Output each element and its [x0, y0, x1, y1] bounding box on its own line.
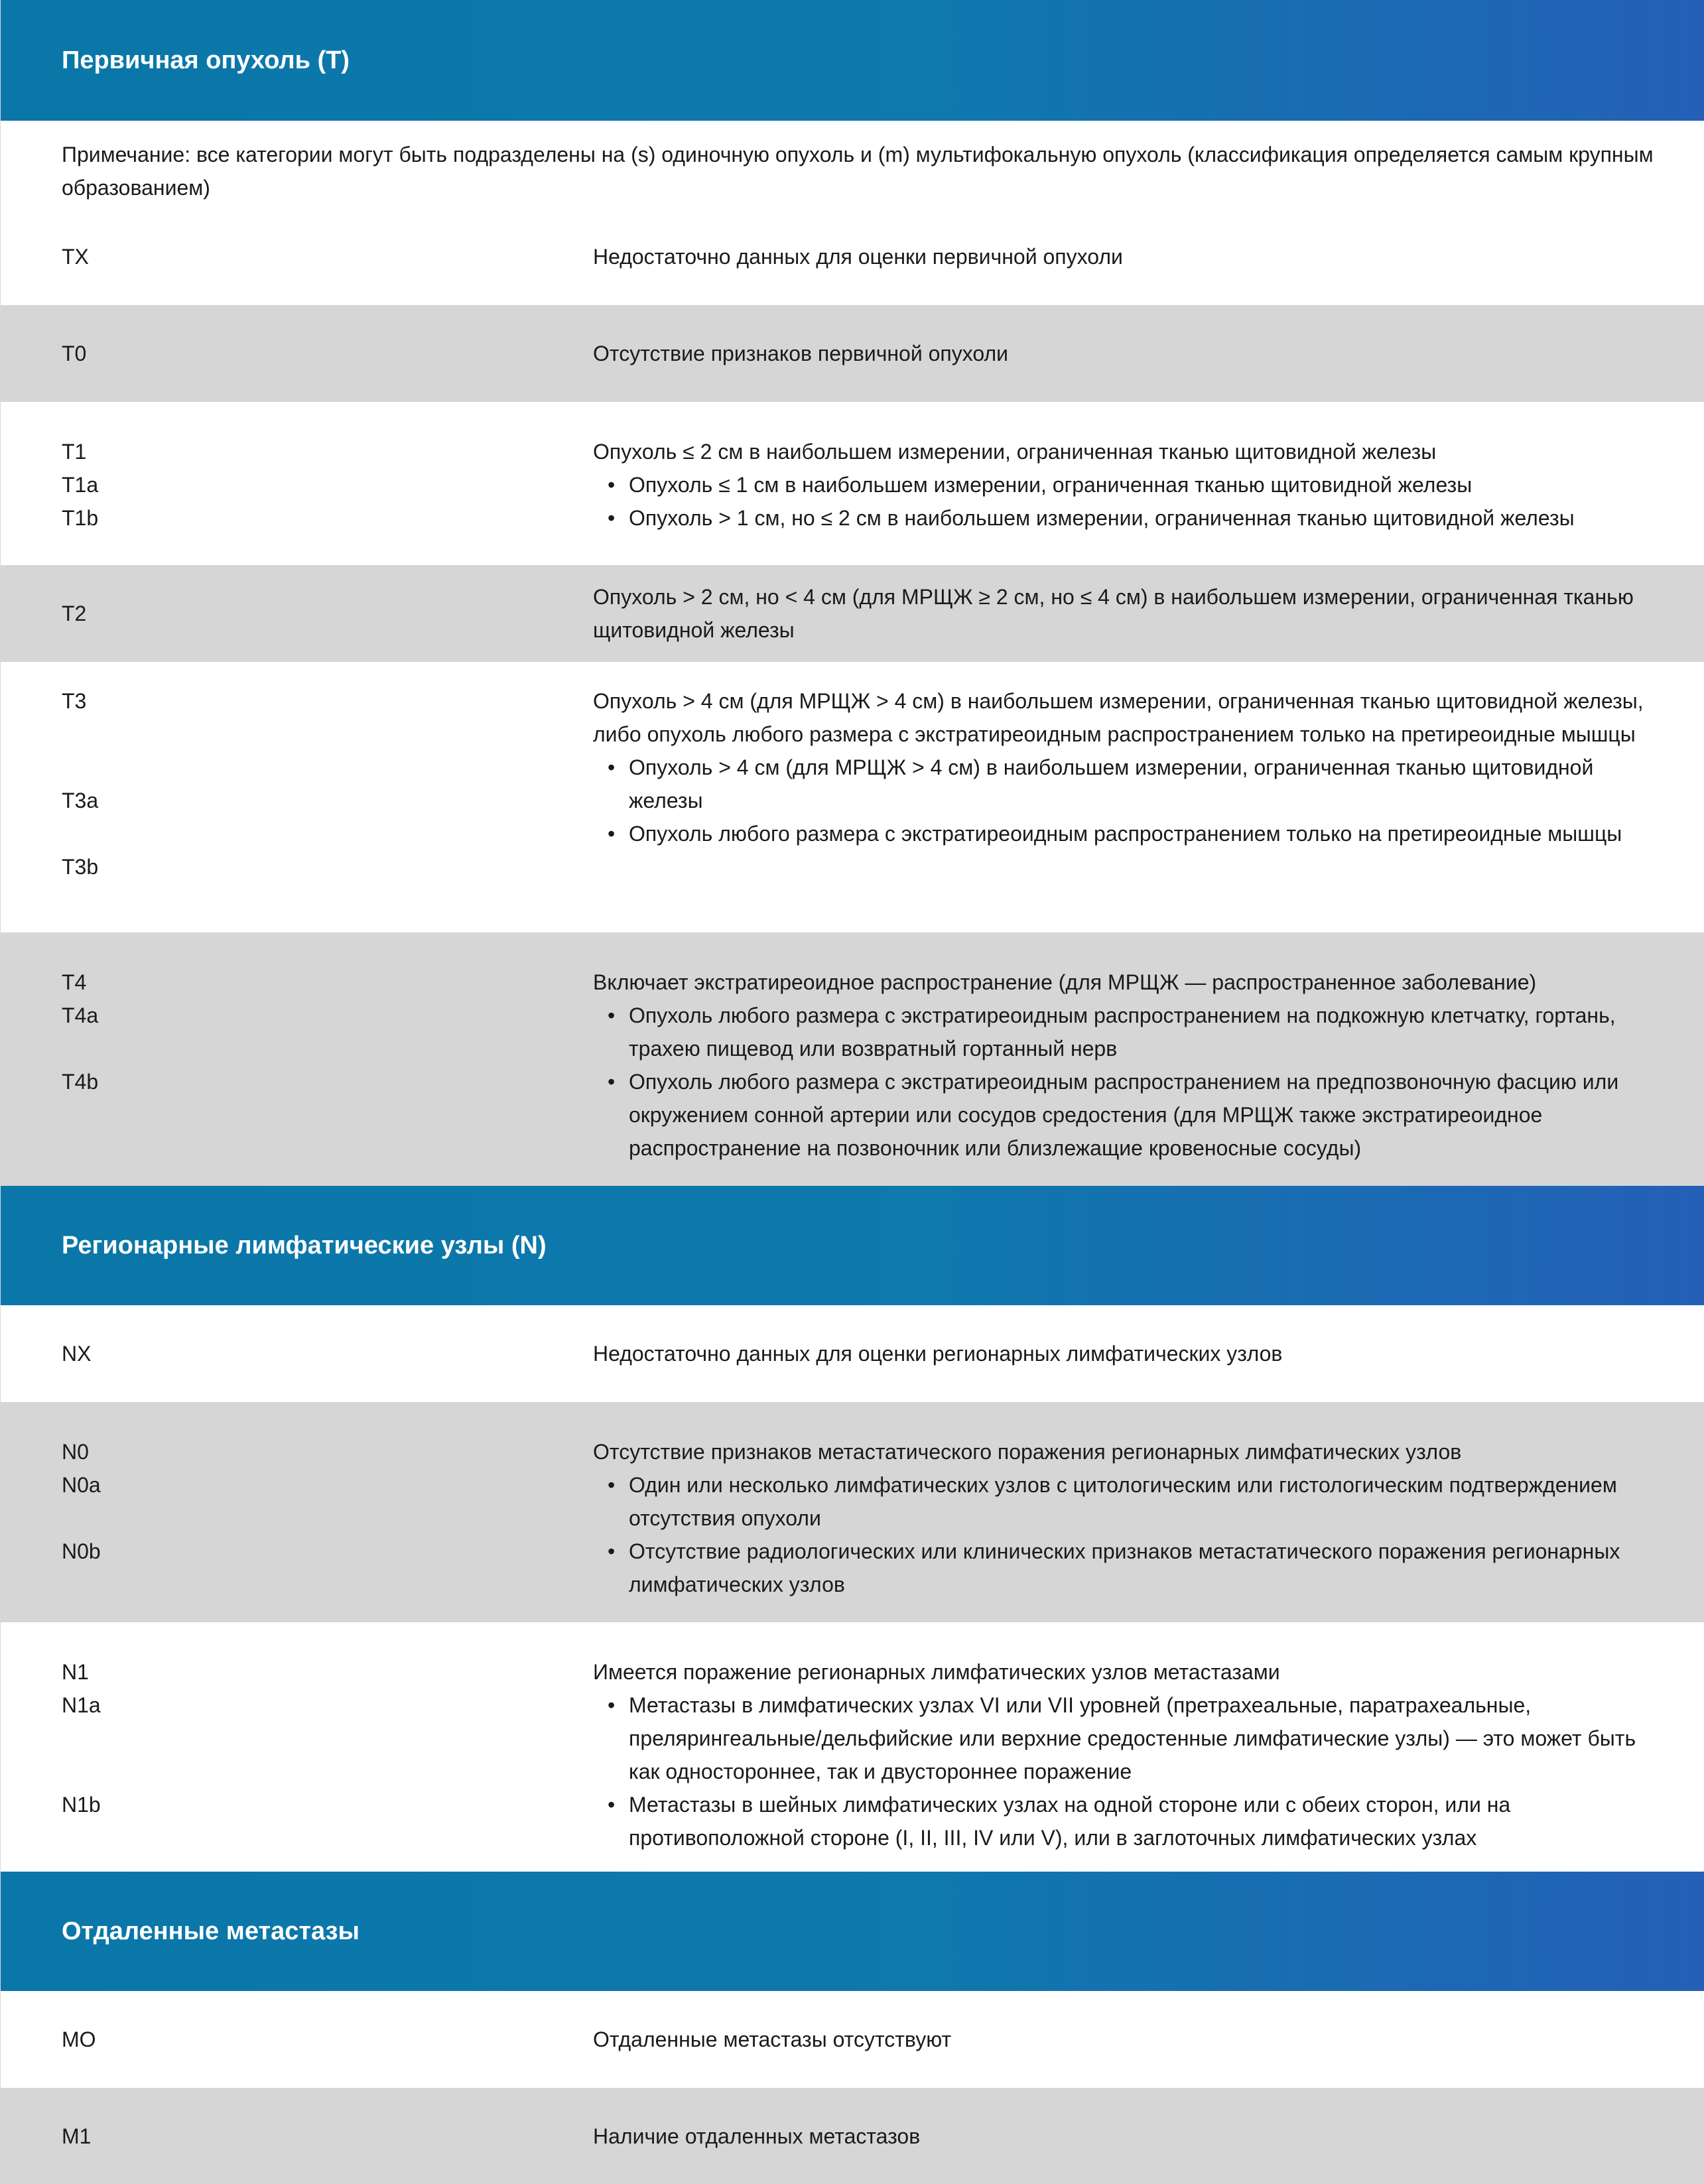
code-label: N0a — [62, 1473, 101, 1497]
code-label: MO — [62, 2027, 96, 2051]
code-label: T4 — [62, 970, 87, 994]
table-row-n1 — [1, 1622, 1704, 1870]
description-text: Опухоль > 2 см, но < 4 см (для МРЩЖ ≥ 2 см, но ≤ 4 см) в наибольшем измерении, ограниченная тканью щитовидной железы — [593, 585, 1634, 642]
list-item: • Опухоль > 4 см (для МРЩЖ > 4 см) в наибольшем измерении, ограниченная тканью щитовидной железы — [629, 751, 1654, 817]
table-row-nx — [1, 1305, 1704, 1402]
code-label: T1a — [62, 473, 99, 497]
list-item: • Отсутствие радиологических или клинических признаков метастатического поражения регионарных лимфатических узлов — [629, 1535, 1654, 1601]
description-text: Отдаленные метастазы отсутствуют — [593, 2027, 952, 2051]
bullet-list — [593, 1689, 1654, 1854]
code-label: T1 — [62, 440, 87, 464]
code-label: N0 — [62, 1440, 89, 1464]
section-header-distant-metastases — [1, 1872, 1704, 1991]
code-label: T4a — [62, 1003, 99, 1027]
description-text: Отсутствие признаков первичной опухоли — [593, 342, 1008, 365]
description-text: Наличие отдаленных метастазов — [593, 2124, 921, 2148]
list-item: • Опухоль любого размера с экстратиреоидным распространением на предпозвоночную фасцию или окружением сонной артерии или сосудов средостения (для МРЩЖ также экстратиреоидное распространение на позвоночник или близлежащие кровеносные сосуды) — [629, 1065, 1654, 1165]
code-label: T1b — [62, 506, 99, 530]
code-label: T3b — [62, 855, 99, 879]
code-label: N1 — [62, 1660, 89, 1684]
description-column — [593, 684, 1654, 850]
description-text: Имеется поражение регионарных лимфатических узлов метастазами — [593, 1660, 1280, 1684]
code-label: N1a — [62, 1693, 101, 1717]
description-text: Опухоль ≤ 2 см в наибольшем измерении, ограниченная тканью щитовидной железы — [593, 440, 1437, 464]
code-label: N1b — [62, 1793, 101, 1817]
code-label: M1 — [62, 2124, 92, 2148]
code-column — [62, 966, 526, 1098]
table-row-m1 — [1, 2088, 1704, 2184]
section-header-lymph-nodes — [1, 1186, 1704, 1305]
code-label: T3a — [62, 789, 99, 812]
description-column — [593, 1655, 1654, 1854]
table-row-t0 — [1, 305, 1704, 402]
code-column — [62, 1655, 526, 1821]
table-row-t1 — [1, 402, 1704, 565]
table-row-t3 — [1, 662, 1704, 932]
description-text: Опухоль > 4 см (для МРЩЖ > 4 см) в наибольшем измерении, ограниченная тканью щитовидной железы, либо опухоль любого размера с экстратиреоидным распространением только на претиреоидные мышцы — [593, 689, 1644, 746]
code-label: T2 — [62, 602, 87, 625]
section-header-primary-tumor — [1, 0, 1704, 121]
section-title: Регионарные лимфатические узлы (N) — [62, 1231, 547, 1259]
table-row-t4 — [1, 932, 1704, 1186]
list-item: • Метастазы в шейных лимфатических узлах на одной стороне или с обеих сторон, или на противоположной стороне (I, II, III, IV или V), или в заглоточных лимфатических узлах — [629, 1788, 1654, 1854]
list-item: • Опухоль > 1 см, но ≤ 2 см в наибольшем измерении, ограниченная тканью щитовидной железы — [629, 501, 1654, 535]
table-row-m0 — [1, 1991, 1704, 2088]
list-item: • Опухоль ≤ 1 см в наибольшем измерении, ограниченная тканью щитовидной железы — [629, 468, 1654, 501]
description-column — [593, 1435, 1654, 1601]
code-label: TX — [62, 245, 89, 269]
code-label: T0 — [62, 342, 87, 365]
section-title: Первичная опухоль (T) — [62, 46, 350, 74]
table-row-tx — [1, 121, 1704, 305]
description-column — [593, 966, 1654, 1165]
list-item: • Опухоль любого размера с экстратиреоидным распространением только на претиреоидные мышцы — [629, 817, 1654, 850]
bullet-list — [593, 1468, 1654, 1601]
bullet-list — [593, 468, 1654, 535]
bullet-list — [593, 751, 1654, 850]
description-text: Недостаточно данных для оценки первичной опухоли — [593, 245, 1123, 269]
description-text: Недостаточно данных для оценки регионарных лимфатических узлов — [593, 1342, 1283, 1366]
code-column — [62, 435, 526, 535]
bullet-list — [593, 999, 1654, 1165]
table-row-n0 — [1, 1402, 1704, 1622]
description-text: Отсутствие признаков метастатического поражения регионарных лимфатических узлов — [593, 1440, 1462, 1464]
note-text: Примечание: все категории могут быть подразделены на (s) одиночную опухоль и (m) мультифокальную опухоль (классификация определяется самым крупным образованием) — [62, 143, 1654, 200]
section-title: Отдаленные метастазы — [62, 1917, 360, 1945]
code-column — [62, 684, 526, 883]
code-label: T3 — [62, 689, 87, 713]
description-text: Включает экстратиреоидное распространение (для МРЩЖ — распространенное заболевание) — [593, 970, 1537, 994]
list-item: • Один или несколько лимфатических узлов с цитологическим или гистологическим подтверждением отсутствия опухоли — [629, 1468, 1654, 1535]
code-label: T4b — [62, 1070, 99, 1094]
code-column — [62, 1435, 526, 1568]
description-column — [593, 435, 1654, 535]
list-item: • Метастазы в лимфатических узлах VI или VII уровней (претрахеальные, паратрахеальные, прелярингеальные/дельфийские или верхние средостенные лимфатические узлы) — это может быть как одностороннее, так и двустороннее поражение — [629, 1689, 1654, 1788]
code-label: NX — [62, 1342, 92, 1366]
list-item: • Опухоль любого размера с экстратиреоидным распространением на подкожную клетчатку, гортань, трахею пищевод или возвратный гортанный нерв — [629, 999, 1654, 1065]
code-label: N0b — [62, 1539, 101, 1563]
table-row-t2 — [1, 565, 1704, 662]
